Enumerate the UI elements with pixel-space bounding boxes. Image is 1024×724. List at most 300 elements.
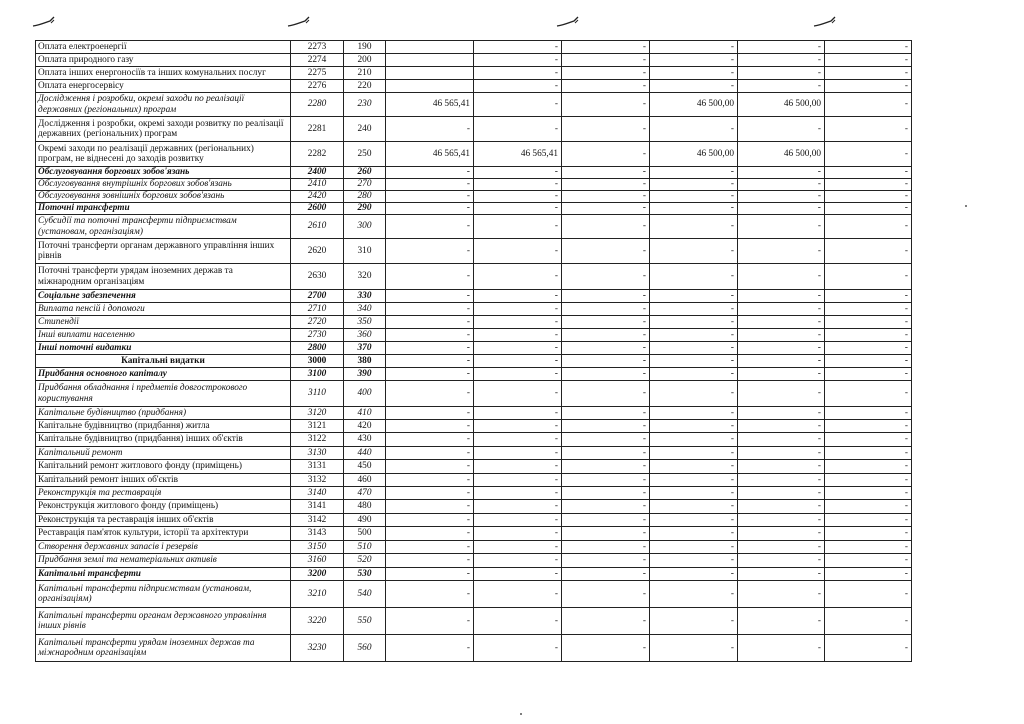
amount-cell: -: [474, 342, 562, 355]
amount-cell: -: [474, 568, 562, 581]
line-code: 500: [344, 527, 386, 541]
line-code: 280: [344, 191, 386, 203]
row-label: Дослідження і розробки, окремі заходи розвитку по реалізації державних (регіональних) програм: [36, 117, 291, 142]
line-code: 540: [344, 581, 386, 608]
amount-cell: -: [825, 568, 912, 581]
line-code: 190: [344, 41, 386, 54]
row-label: Капітальний ремонт інших об'єктів: [36, 474, 291, 487]
amount-cell: -: [474, 179, 562, 191]
line-code: 410: [344, 407, 386, 420]
line-code: 340: [344, 303, 386, 316]
kekv-code: 2630: [291, 264, 344, 290]
line-code: 320: [344, 264, 386, 290]
amount-cell: -: [562, 239, 650, 264]
amount-cell: -: [738, 264, 825, 290]
row-label: Інші виплати населенню: [36, 329, 291, 342]
amount-cell: -: [738, 487, 825, 500]
amount-cell: -: [738, 290, 825, 303]
table-row: [36, 355, 912, 368]
amount-cell: -: [650, 342, 738, 355]
amount-cell: -: [650, 608, 738, 635]
amount-cell: -: [825, 474, 912, 487]
row-label: Виплата пенсій і допомоги: [36, 303, 291, 316]
amount-cell: -: [562, 93, 650, 117]
amount-cell: -: [650, 67, 738, 80]
amount-cell: [386, 41, 474, 54]
amount-cell: -: [738, 329, 825, 342]
amount-cell: -: [386, 635, 474, 662]
amount-cell: -: [474, 433, 562, 447]
amount-cell: -: [562, 167, 650, 179]
table-row: [36, 433, 912, 447]
row-label: Капітальний ремонт житлового фонду (приміщень): [36, 460, 291, 474]
amount-cell: -: [562, 355, 650, 368]
row-label: Окремі заходи по реалізації державних (регіональних) програм, не віднесені до заходів розвитку: [36, 142, 291, 167]
amount-cell: -: [474, 500, 562, 514]
line-code: 470: [344, 487, 386, 500]
line-code: 550: [344, 608, 386, 635]
amount-cell: -: [562, 554, 650, 568]
amount-cell: -: [386, 407, 474, 420]
amount-cell: -: [738, 239, 825, 264]
amount-cell: -: [825, 239, 912, 264]
amount-cell: -: [650, 355, 738, 368]
table-row: [36, 316, 912, 329]
amount-cell: 46 500,00: [738, 142, 825, 167]
amount-cell: -: [825, 93, 912, 117]
amount-cell: -: [562, 142, 650, 167]
line-code: 350: [344, 316, 386, 329]
row-label: Реставрація пам'яток культури, історії та архітектури: [36, 527, 291, 541]
kekv-code: 2610: [291, 215, 344, 239]
row-label: Капітальні трансферти підприємствам (установам, організаціям): [36, 581, 291, 608]
line-code: 330: [344, 290, 386, 303]
amount-cell: -: [825, 191, 912, 203]
line-code: 520: [344, 554, 386, 568]
table-row: [36, 303, 912, 316]
kekv-code: 2400: [291, 167, 344, 179]
amount-cell: -: [825, 167, 912, 179]
line-code: 490: [344, 514, 386, 527]
amount-cell: -: [474, 635, 562, 662]
amount-cell: -: [386, 527, 474, 541]
amount-cell: -: [738, 500, 825, 514]
amount-cell: -: [474, 67, 562, 80]
amount-cell: -: [474, 215, 562, 239]
amount-cell: -: [562, 541, 650, 554]
amount-cell: -: [738, 514, 825, 527]
kekv-code: 3160: [291, 554, 344, 568]
table-body: [36, 41, 912, 662]
amount-cell: -: [738, 527, 825, 541]
amount-cell: -: [562, 54, 650, 67]
table-row: [36, 264, 912, 290]
amount-cell: -: [650, 80, 738, 93]
line-code: 390: [344, 368, 386, 381]
amount-cell: -: [474, 191, 562, 203]
page-mark-3: [556, 14, 584, 28]
kekv-code: 3142: [291, 514, 344, 527]
amount-cell: -: [562, 215, 650, 239]
amount-cell: -: [386, 117, 474, 142]
amount-cell: -: [738, 167, 825, 179]
amount-cell: -: [738, 635, 825, 662]
amount-cell: -: [825, 67, 912, 80]
amount-cell: -: [386, 581, 474, 608]
amount-cell: -: [386, 514, 474, 527]
row-label: Оплата електроенергії: [36, 41, 291, 54]
amount-cell: -: [825, 41, 912, 54]
amount-cell: -: [738, 67, 825, 80]
table-row: [36, 447, 912, 460]
amount-cell: -: [738, 41, 825, 54]
amount-cell: -: [650, 635, 738, 662]
amount-cell: -: [738, 568, 825, 581]
kekv-code: 3210: [291, 581, 344, 608]
table-row: [36, 239, 912, 264]
amount-cell: -: [474, 93, 562, 117]
table-row: [36, 67, 912, 80]
amount-cell: -: [562, 460, 650, 474]
amount-cell: -: [386, 239, 474, 264]
amount-cell: -: [562, 329, 650, 342]
row-label: Реконструкція житлового фонду (приміщень): [36, 500, 291, 514]
amount-cell: -: [474, 239, 562, 264]
amount-cell: -: [738, 342, 825, 355]
row-label: Капітальні трансферти органам державного управління інших рівнів: [36, 608, 291, 635]
amount-cell: -: [474, 329, 562, 342]
amount-cell: -: [562, 316, 650, 329]
amount-cell: -: [825, 460, 912, 474]
table-row: [36, 581, 912, 608]
amount-cell: -: [474, 407, 562, 420]
line-code: 400: [344, 381, 386, 407]
line-code: 240: [344, 117, 386, 142]
amount-cell: -: [474, 460, 562, 474]
amount-cell: -: [825, 368, 912, 381]
amount-cell: -: [825, 316, 912, 329]
amount-cell: -: [738, 474, 825, 487]
amount-cell: -: [562, 420, 650, 433]
amount-cell: -: [825, 264, 912, 290]
line-code: 480: [344, 500, 386, 514]
amount-cell: -: [562, 568, 650, 581]
row-label: Обслуговування зовнішніх боргових зобов'язань: [36, 191, 291, 203]
amount-cell: -: [562, 635, 650, 662]
table-row: [36, 368, 912, 381]
page-mark-2: [287, 14, 315, 28]
amount-cell: -: [386, 420, 474, 433]
kekv-code: 2282: [291, 142, 344, 167]
amount-cell: -: [825, 381, 912, 407]
budget-expenditure-table: [35, 40, 912, 662]
amount-cell: -: [825, 54, 912, 67]
amount-cell: -: [738, 191, 825, 203]
table-row: [36, 117, 912, 142]
amount-cell: -: [650, 527, 738, 541]
row-label: Стипендії: [36, 316, 291, 329]
table-row: [36, 381, 912, 407]
amount-cell: -: [562, 342, 650, 355]
row-label: Капітальні трансферти урядам іноземних держав та міжнародним організаціям: [36, 635, 291, 662]
amount-cell: -: [386, 433, 474, 447]
table-row: [36, 487, 912, 500]
amount-cell: -: [562, 527, 650, 541]
row-label: Обслуговування боргових зобов'язань: [36, 167, 291, 179]
row-label: Дослідження і розробки, окремі заходи по реалізації державних (регіональних) програм: [36, 93, 291, 117]
amount-cell: -: [738, 381, 825, 407]
amount-cell: 46 500,00: [650, 142, 738, 167]
amount-cell: -: [386, 342, 474, 355]
table-row: [36, 329, 912, 342]
kekv-code: 3140: [291, 487, 344, 500]
line-code: 200: [344, 54, 386, 67]
kekv-code: 2720: [291, 316, 344, 329]
table-row: [36, 500, 912, 514]
amount-cell: -: [825, 433, 912, 447]
kekv-code: 3000: [291, 355, 344, 368]
line-code: 290: [344, 203, 386, 215]
amount-cell: -: [474, 527, 562, 541]
kekv-code: 2800: [291, 342, 344, 355]
amount-cell: -: [650, 474, 738, 487]
amount-cell: -: [562, 581, 650, 608]
amount-cell: 46 500,00: [650, 93, 738, 117]
amount-cell: -: [562, 487, 650, 500]
amount-cell: -: [825, 342, 912, 355]
table-row: [36, 191, 912, 203]
amount-cell: -: [650, 407, 738, 420]
row-label: Оплата енергосервісу: [36, 80, 291, 93]
amount-cell: -: [562, 290, 650, 303]
line-code: 250: [344, 142, 386, 167]
row-label: Обслуговування внутрішніх боргових зобов'язань: [36, 179, 291, 191]
amount-cell: -: [650, 329, 738, 342]
row-label: Придбання основного капіталу: [36, 368, 291, 381]
kekv-code: 2280: [291, 93, 344, 117]
table-row: [36, 407, 912, 420]
line-code: 220: [344, 80, 386, 93]
amount-cell: -: [825, 527, 912, 541]
amount-cell: -: [825, 500, 912, 514]
amount-cell: -: [474, 554, 562, 568]
line-code: 370: [344, 342, 386, 355]
row-label: Субсидії та поточні трансферти підприємствам (установам, організаціям): [36, 215, 291, 239]
amount-cell: -: [474, 316, 562, 329]
table-row: [36, 167, 912, 179]
table-row: [36, 568, 912, 581]
amount-cell: -: [825, 581, 912, 608]
amount-cell: -: [386, 381, 474, 407]
row-label: Оплата природного газу: [36, 54, 291, 67]
row-label: Поточні трансферти урядам іноземних держав та міжнародним організаціям: [36, 264, 291, 290]
amount-cell: 46 565,41: [474, 142, 562, 167]
amount-cell: [386, 54, 474, 67]
amount-cell: 46 565,41: [386, 93, 474, 117]
row-label: Поточні трансферти органам державного управління інших рівнів: [36, 239, 291, 264]
line-code: 450: [344, 460, 386, 474]
amount-cell: -: [386, 541, 474, 554]
amount-cell: -: [386, 329, 474, 342]
amount-cell: -: [738, 407, 825, 420]
amount-cell: -: [474, 514, 562, 527]
amount-cell: -: [650, 460, 738, 474]
amount-cell: -: [474, 368, 562, 381]
amount-cell: -: [650, 239, 738, 264]
amount-cell: -: [386, 355, 474, 368]
kekv-code: 3141: [291, 500, 344, 514]
table-row: [36, 342, 912, 355]
table-row: [36, 290, 912, 303]
amount-cell: -: [825, 290, 912, 303]
table-row: [36, 80, 912, 93]
row-label: Реконструкція та реставрація: [36, 487, 291, 500]
page-mark-4: [813, 14, 841, 28]
amount-cell: -: [650, 191, 738, 203]
row-label: Придбання землі та нематеріальних активів: [36, 554, 291, 568]
kekv-code: 3200: [291, 568, 344, 581]
amount-cell: -: [738, 581, 825, 608]
amount-cell: -: [386, 264, 474, 290]
kekv-code: 2700: [291, 290, 344, 303]
amount-cell: -: [386, 303, 474, 316]
amount-cell: -: [562, 179, 650, 191]
amount-cell: -: [650, 581, 738, 608]
amount-cell: -: [562, 474, 650, 487]
amount-cell: -: [650, 179, 738, 191]
amount-cell: -: [386, 167, 474, 179]
amount-cell: -: [650, 303, 738, 316]
kekv-code: 3130: [291, 447, 344, 460]
kekv-code: 3132: [291, 474, 344, 487]
amount-cell: [386, 80, 474, 93]
amount-cell: -: [738, 215, 825, 239]
kekv-code: 3143: [291, 527, 344, 541]
table-row: [36, 142, 912, 167]
row-label: Поточні трансферти: [36, 203, 291, 215]
amount-cell: -: [386, 487, 474, 500]
amount-cell: -: [825, 420, 912, 433]
amount-cell: -: [650, 500, 738, 514]
amount-cell: -: [562, 303, 650, 316]
amount-cell: -: [825, 215, 912, 239]
row-label: Капітальне будівництво (придбання): [36, 407, 291, 420]
amount-cell: -: [562, 80, 650, 93]
amount-cell: -: [474, 420, 562, 433]
row-label: Капітальне будівництво (придбання) інших об'єктів: [36, 433, 291, 447]
amount-cell: -: [386, 568, 474, 581]
amount-cell: -: [738, 117, 825, 142]
amount-cell: -: [738, 541, 825, 554]
amount-cell: -: [825, 635, 912, 662]
amount-cell: -: [738, 608, 825, 635]
amount-cell: -: [386, 460, 474, 474]
amount-cell: -: [650, 41, 738, 54]
amount-cell: -: [825, 329, 912, 342]
table-row: [36, 541, 912, 554]
table-row: [36, 179, 912, 191]
kekv-code: 2281: [291, 117, 344, 142]
table-row: [36, 514, 912, 527]
amount-cell: -: [650, 215, 738, 239]
amount-cell: 46 500,00: [738, 93, 825, 117]
amount-cell: -: [650, 117, 738, 142]
table-row: [36, 215, 912, 239]
amount-cell: -: [738, 460, 825, 474]
scan-speck: [965, 205, 967, 207]
amount-cell: -: [650, 264, 738, 290]
kekv-code: 3230: [291, 635, 344, 662]
amount-cell: -: [562, 433, 650, 447]
amount-cell: -: [562, 203, 650, 215]
amount-cell: -: [825, 487, 912, 500]
amount-cell: -: [386, 179, 474, 191]
kekv-code: 2620: [291, 239, 344, 264]
amount-cell: -: [825, 407, 912, 420]
table-row: [36, 41, 912, 54]
kekv-code: 3220: [291, 608, 344, 635]
row-label: Реконструкція та реставрація інших об'єктів: [36, 514, 291, 527]
amount-cell: -: [474, 54, 562, 67]
amount-cell: -: [825, 608, 912, 635]
amount-cell: -: [474, 264, 562, 290]
row-label: Капітальний ремонт: [36, 447, 291, 460]
amount-cell: -: [738, 203, 825, 215]
line-code: 260: [344, 167, 386, 179]
row-label: Соціальне забезпечення: [36, 290, 291, 303]
amount-cell: -: [650, 54, 738, 67]
kekv-code: 3120: [291, 407, 344, 420]
amount-cell: -: [562, 67, 650, 80]
amount-cell: -: [562, 41, 650, 54]
amount-cell: -: [650, 554, 738, 568]
amount-cell: -: [386, 500, 474, 514]
table-row: [36, 635, 912, 662]
amount-cell: -: [650, 290, 738, 303]
kekv-code: 2273: [291, 41, 344, 54]
table-row: [36, 203, 912, 215]
kekv-code: 2274: [291, 54, 344, 67]
kekv-code: 2276: [291, 80, 344, 93]
amount-cell: -: [474, 581, 562, 608]
amount-cell: -: [650, 420, 738, 433]
kekv-code: 2410: [291, 179, 344, 191]
amount-cell: -: [825, 80, 912, 93]
amount-cell: -: [562, 514, 650, 527]
amount-cell: -: [386, 368, 474, 381]
kekv-code: 3150: [291, 541, 344, 554]
amount-cell: -: [825, 303, 912, 316]
amount-cell: -: [825, 355, 912, 368]
amount-cell: -: [825, 142, 912, 167]
amount-cell: -: [386, 203, 474, 215]
amount-cell: -: [825, 554, 912, 568]
amount-cell: -: [474, 608, 562, 635]
line-code: 300: [344, 215, 386, 239]
amount-cell: -: [474, 41, 562, 54]
line-code: 560: [344, 635, 386, 662]
row-label: Капітальні видатки: [36, 355, 291, 368]
kekv-code: 2275: [291, 67, 344, 80]
amount-cell: -: [474, 167, 562, 179]
amount-cell: -: [386, 316, 474, 329]
kekv-code: 3131: [291, 460, 344, 474]
row-label: Капітальне будівництво (придбання) житла: [36, 420, 291, 433]
amount-cell: -: [474, 541, 562, 554]
amount-cell: -: [474, 117, 562, 142]
amount-cell: -: [825, 179, 912, 191]
amount-cell: -: [474, 447, 562, 460]
